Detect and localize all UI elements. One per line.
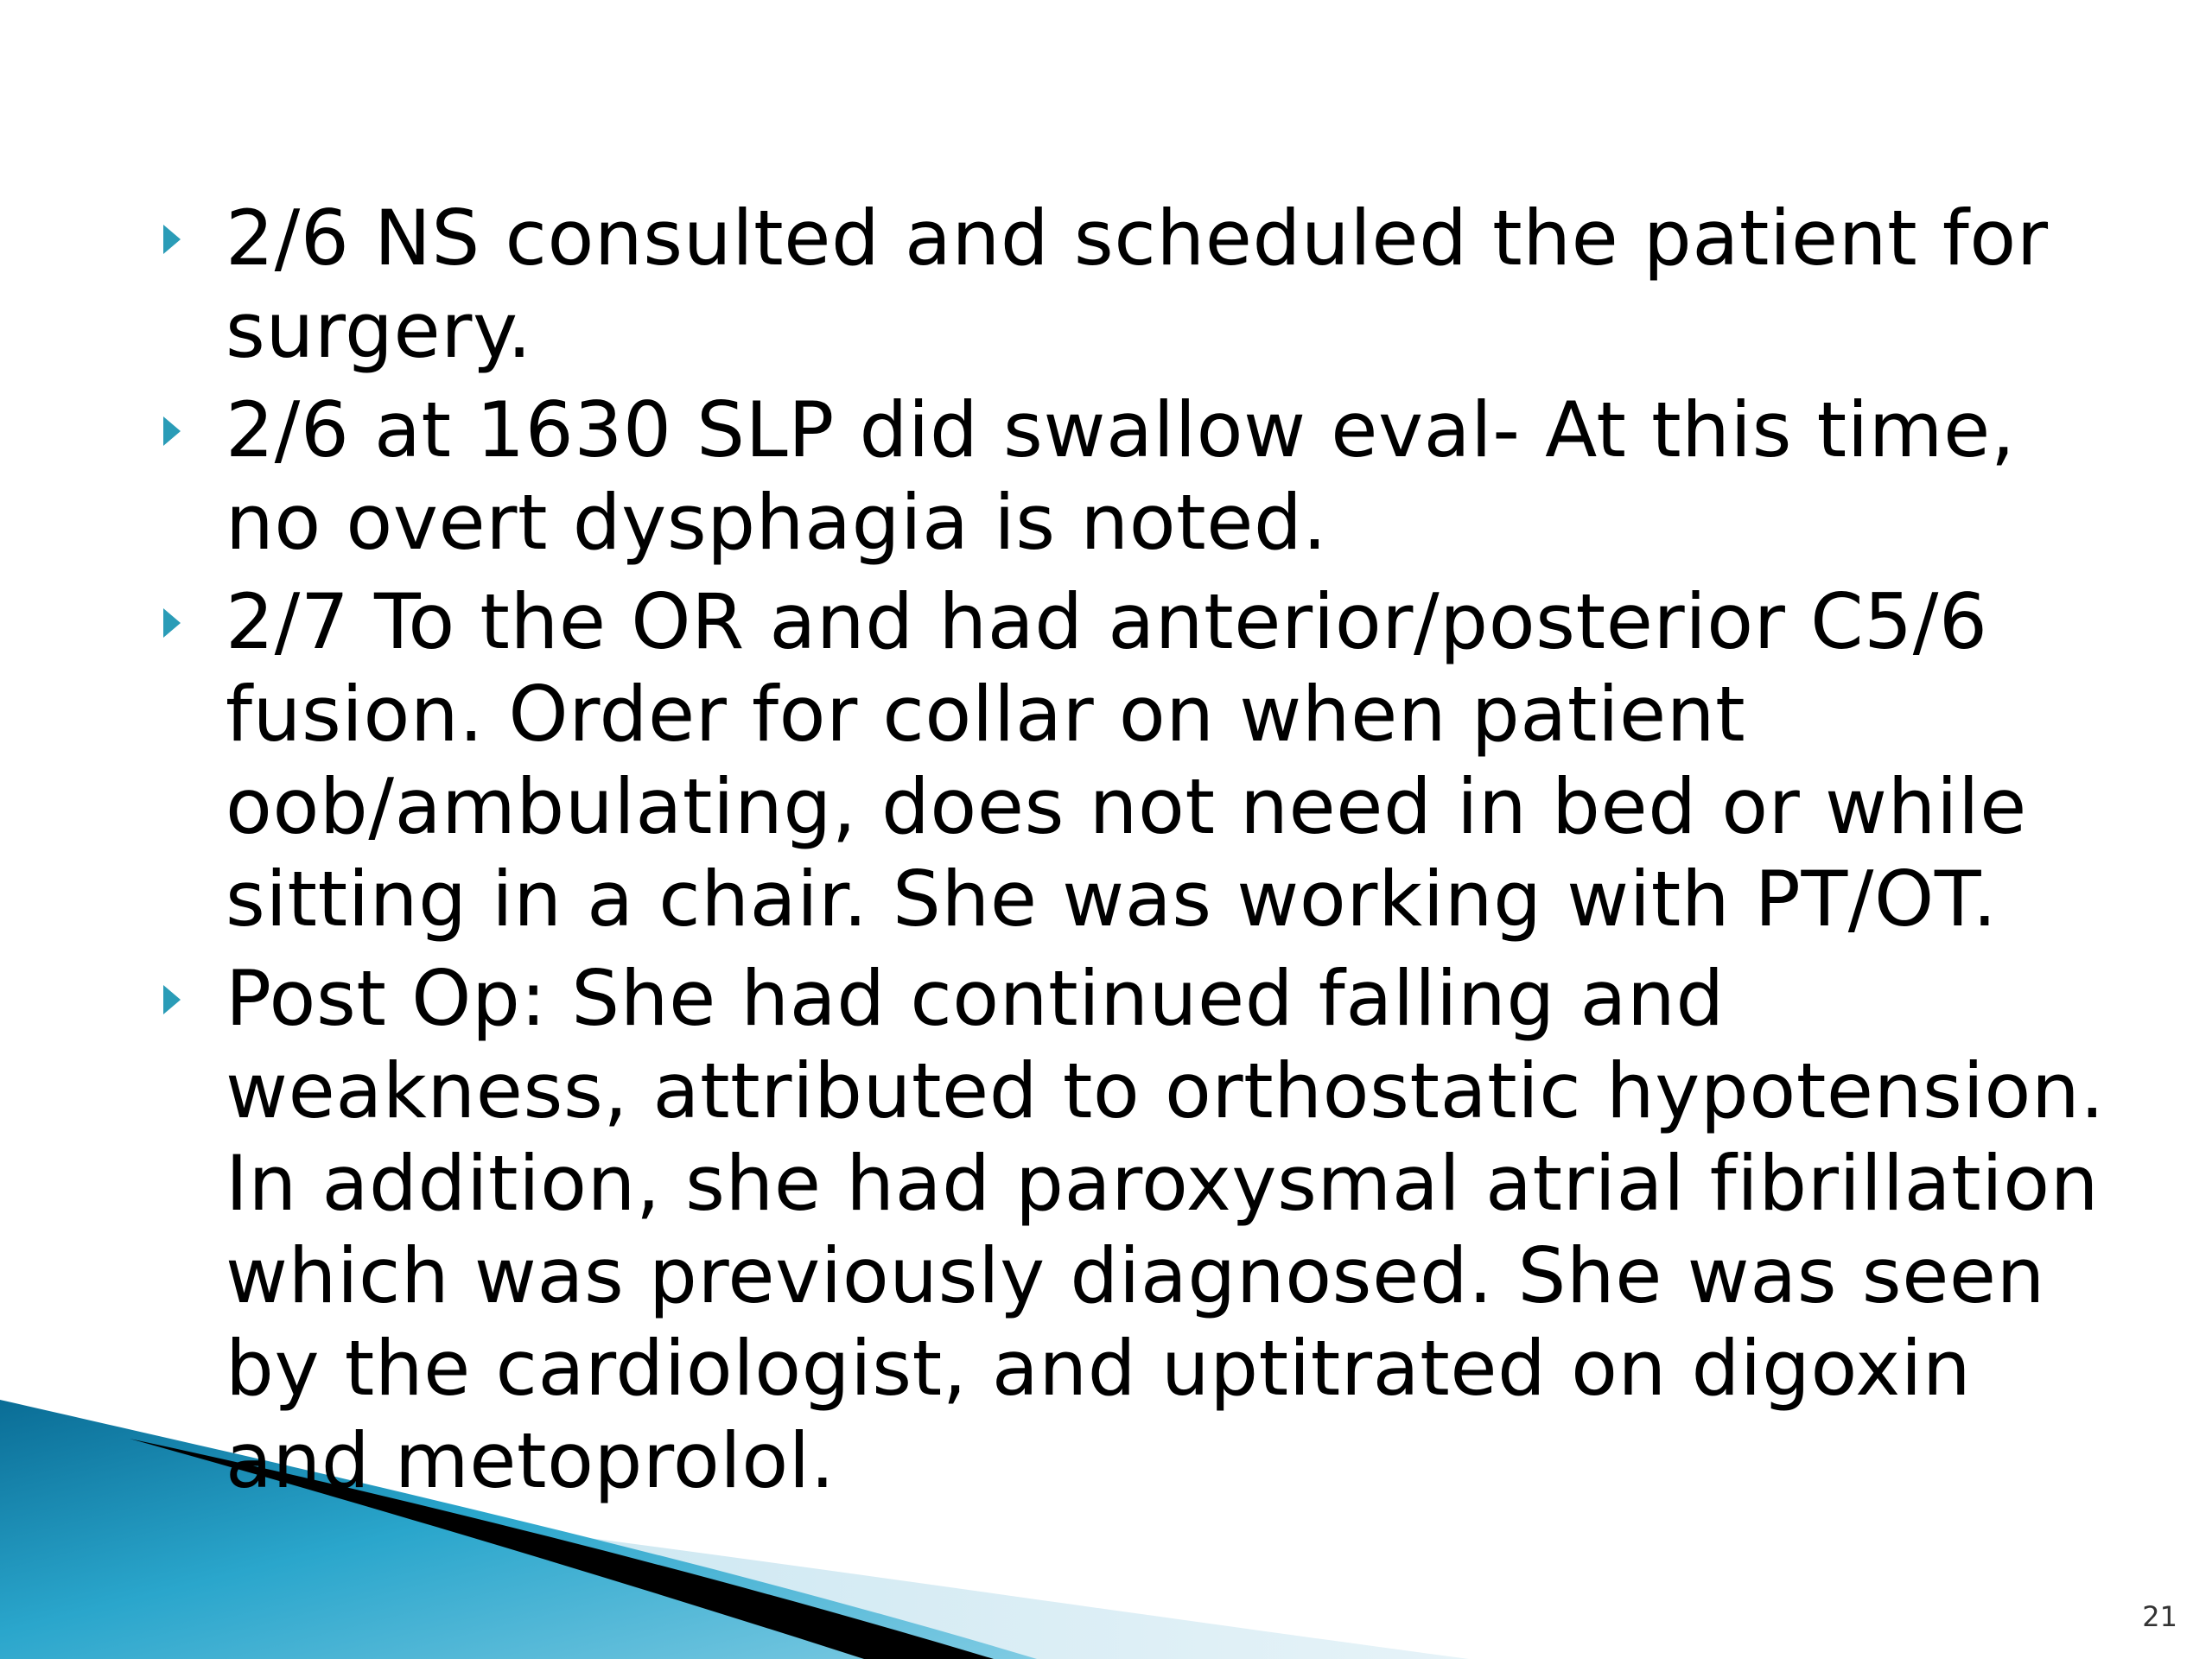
bullet-text: 2/6 NS consulted and scheduled the patient for surgery. (226, 194, 2049, 375)
bullet-list (160, 192, 2113, 1507)
slide-body (160, 192, 2113, 1514)
triangle-bullet-icon (163, 608, 181, 638)
bullet-item-4 (160, 952, 2113, 1507)
bullet-item-3 (160, 575, 2113, 945)
bullet-text: Post Op: She had continued falling and weakness, attributed to orthostatic hypotension. In addition, she had paroxysmal atrial fibrillation which was previously diagnosed. She was seen by the cardiologist, and uptitrated on digoxin and metoprolol. (226, 954, 2105, 1505)
bullet-text: 2/6 at 1630 SLP did swallow eval- At this time, no overt dysphagia is noted. (226, 385, 2016, 567)
bullet-text: 2/7 To the OR and had anterior/posterior C5/6 fusion. Order for collar on when patient oob/ambulating, does not need in bed or while sitting in a chair. She was working with PT/OT. (226, 577, 2027, 944)
triangle-bullet-icon (163, 416, 181, 446)
slide-number: 21 (2142, 1600, 2177, 1633)
triangle-bullet-icon (163, 225, 181, 254)
triangle-bullet-icon (163, 985, 181, 1014)
bullet-item-1 (160, 192, 2113, 377)
bullet-item-2 (160, 384, 2113, 569)
